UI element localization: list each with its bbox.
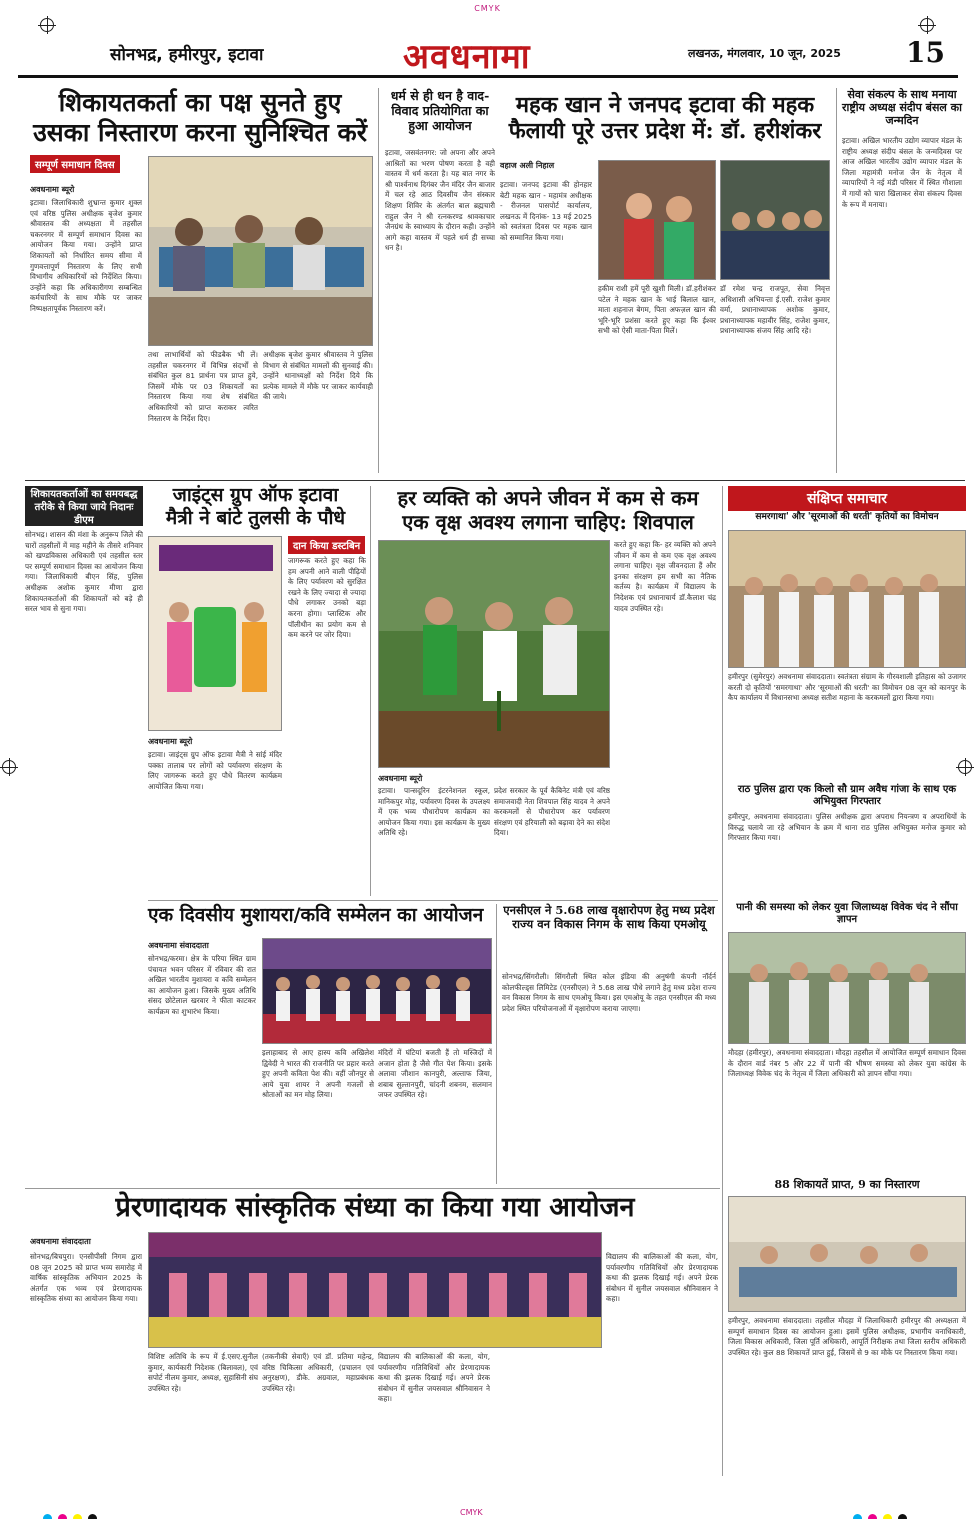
- story3-body: इटावा। जनपद इटावा की होनहार बेटी महक खान - महामंत्र अधीक्षक - रीजनल पासपोर्ट कार्यालय, लखनऊ में दिनांक- 13 मई 2025 को स्वतंत्रता दिवस पर महक खान को सम्मानित किया गया।: [500, 180, 592, 242]
- column-rule: [496, 904, 497, 1184]
- story7-headline: हर व्यक्ति को अपने जीवन में कम से कम एक वृक्ष अवश्य लगाना चाहिए: शिवपाल: [397, 486, 699, 534]
- story10-headline: प्रेरणादायक सांस्कृतिक संध्या का किया गया आयोजन: [115, 1192, 635, 1223]
- story1-byline: अवधनामा ब्यूरो: [30, 185, 75, 194]
- story1-body-col3: अधीक्षक बृजेश कुमार श्रीवास्तव ने पुलिस विभाग से संबंधित मामलों की सुनवाई की। उन्होंने थानाध्यक्षों को निर्देश दिये कि प्रत्येक मामले में मौके पर जाकर कार्यवाही की जाये।: [263, 350, 373, 402]
- story10-body-col2: विशिष्ट अतिथि के रूप में ई.एसए.सुनील कुमार, कार्यकारी निदेशक (बिलावल), एवं सपोर्ट नीलम कुमार, अध्यक्ष, सुहासिनी संघ उपस्थित रहे।: [148, 1352, 258, 1393]
- brief-header: संक्षिप्त समाचार: [728, 486, 966, 511]
- story9-body: सोनभद्र/सिंगरौली। सिंगरौली स्थित कोल इंडिया की अनुषंगी कंपनी नॉर्दर्न कोलफील्ड्स लिमिटेड (एनसीएल) ने 5.68 लाख पौधे लगाने हेतु मध्य प्रदेश राज्य वन विकास निगम के साथ एमओयू किया। इस एमओयू के तहत एनसीएल की मध्य प्रदेश स्थित परियोजनाओं में वृक्षारोपण कराया जाएगा।: [502, 972, 716, 1013]
- story10-body: सोनभद्र/बिचपुरा। एनसीपीसी निगम द्वारा 08 जून 2025 को प्राप्त भव्य समारोह में वार्षिक सांस्कृतिक अभियान 2025 के अंतर्गत एक भव्य एवं प्रेरणादायक सांस्कृतिक संध्या का आयोजन किया गया।: [30, 1252, 142, 1304]
- brief-photo-1: [728, 530, 966, 668]
- story10-byline: अवधनामा संवाददाता: [30, 1237, 91, 1246]
- newspaper-logo: अवधनामा: [403, 37, 531, 77]
- story6-headline: जाइंट्स ग्रुप ऑफ इटावा मैत्री ने बांटे तुलसी के पौधे: [165, 484, 346, 529]
- brief-photo-3: [728, 1196, 966, 1312]
- masthead: [18, 32, 958, 78]
- story8-byline: अवधनामा संवाददाता: [148, 941, 209, 950]
- story4-headline: सेवा संकल्प के साथ मनाया राष्ट्रीय अध्यक्ष संदीप बंसल का जन्मदिन: [842, 88, 962, 128]
- story6-byline: अवधनामा ब्यूरो: [148, 737, 193, 746]
- story7-photo: [378, 540, 610, 768]
- story5-headline: शिकायतकर्ताओं का समयबद्ध तरीके से किया जाये निदानः डीएम: [25, 486, 143, 526]
- story7-body-col3: करते हुए कहा कि- हर व्यक्ति को अपने जीवन में कम से कम एक वृक्ष अवश्य लगाना चाहिए। वृक्ष जीवनदाता हैं और इनका संरक्षण हम सभी का नैतिक कर्तव्य है। कार्यक्रम में विद्यालय के निदेशक एवं प्रधानाचार्य डॉ.कैलाश चंद्र यादव उपस्थित रहे।: [614, 540, 716, 613]
- story8-body: सोनभद्र/करमा। क्षेत्र के परिया स्थित ग्राम पंचायत भवन परिसर में रविवार की रात अखिल भारतीय मुशायरा व कवि सम्मेलन का आयोजन हुआ। जिसके मुख्य अतिथि संसद छोटेलाल खरवार ने फीता काटकर कार्यक्रम का शुभारंभ किया।: [148, 954, 256, 1016]
- story3-photo-2: [720, 160, 830, 280]
- story6-kicker: दान किया डस्टबिन: [288, 536, 365, 554]
- story7-byline: अवधनामा ब्यूरो: [378, 774, 423, 783]
- story8-photo: [262, 938, 492, 1044]
- registration-mark-icon: [2, 760, 16, 774]
- brief-headline-4: 88 शिकायतें प्राप्त, 9 का निस्तारण: [774, 1178, 920, 1191]
- story6-photo: [148, 536, 282, 731]
- story4-body: इटावा। अखिल भारतीय उद्योग व्यापार मंडल के राष्ट्रीय अध्यक्ष संदीप बंसल के जन्मदिवस पर आज अखिल भारतीय उद्योग व्यापार मंडल के जिला महामंत्री मनोज जैन के नेतृत्व में व्यापारियों ने नई मंडी परिसर में स्थित गौशाला में गायों को चारा खिलाकर सेवा संकल्प दिवस के रूप में मनाया।: [842, 136, 962, 209]
- story2-body: इटावा, जसवंतनगर: जो अपना और अपने आश्रितों का भरण पोषण करता है वही वास्तव में धर्म करता है। यह बात नगर के श्री पार्श्वनाथ दिगंबर जैन मंदिर जैन बाजार में चल रहे आठ दिवसीय जैन संस्कार शिक्षण शिविर के अंतर्गत बाल ब्रह्मचारी राहुल जैन ने श्री रत्नकरण्ड श्रावकाचार जैनग्रंथ के स्वाध्याय के दौरान कही। उन्होंने आगे कहा वास्तव में पहले धर्म ही सच्चा धन है।: [385, 148, 495, 253]
- story10-photo: [148, 1232, 602, 1348]
- story3-byline: वहाज अली निहाल: [500, 161, 555, 170]
- story1-body: इटावा। जिलाधिकारी शुभ्रान्त कुमार शुक्ल एवं वरिष्ठ पुलिस अधीक्षक बृजेश कुमार श्रीवास्तव की अध्यक्षता में तहसील चकरनगर में सम्पूर्ण समाधान दिवस का आयोजन किया गया। उन्होंने प्राप्त शिकायतों को निर्धारित समय सीमा में गुणवत्तापूर्ण निस्तारण के लिए सभी विभागीय अधिकारियों को निर्देशित किया। उन्होंने कहा कि अधिकारीगण सम्बन्धित कर्मचारियों के साथ मौके पर जाकर निष्पक्षतापूर्वक निस्तारण करें।: [30, 198, 142, 313]
- section-rule: [148, 900, 718, 901]
- column-rule: [370, 486, 371, 896]
- brief-headline-2: राठ पुलिस द्वारा एक किलो सौ ग्राम अवैध गांजा के साथ एक अभियुक्त गिरफ्तार: [737, 784, 957, 807]
- story7-body: इटावा। पान्सदूरिन इंटरनेशनल स्कूल, मानिकपुर मोड़, पर्यावरण दिवस के उपलक्ष्य में एक भव्य पौधारोपण कार्यक्रम का आयोजन किया गया। इस कार्यक्रम के मुख्य अतिथि रहे।: [378, 786, 490, 838]
- story3-headline: महक खान ने जनपद इटावा की महक फैलायी पूरे उत्तर प्रदेश में: डॉ. हरीशंकर: [508, 92, 822, 145]
- brief-headline-3: पानी की समस्या को लेकर युवा जिलाध्यक्ष विवेक चंद ने सौंपा ज्ञापन: [736, 902, 958, 925]
- brief-body-3: मौदहा (हमीरपुर), अवधनामा संवाददाता। मौदहा तहसील में आयोजित सम्पूर्ण समाधान दिवस के दौरान वार्ड नंबर 5 और 22 में पानी की भीषण समस्या को लेकर युवा कांग्रेस के जिलाध्यक्ष विवेक चंद के नेतृत्व में जिला अधिकारी को ज्ञापन सौंपा गया।: [728, 1048, 966, 1079]
- section-rule: [25, 1188, 720, 1189]
- section-rule: [25, 480, 965, 481]
- story8-body-col2: इलाहाबाद से आए हास्य कवि अखिलेश द्विवेदी ने भारत की राजनीति पर प्रहार करते हुए अपनी कविता पेश की। वहीं जौनपुर से आये युवा शायर ने अपनी गजलों से श्रोताओं का मन मोह लिया।: [262, 1048, 374, 1100]
- story1-body-col2: तथा लाभार्थियों को फीडबैक भी लें। तहसील चकरनगर में विभिन्न संदर्भों से संबंधित कुल 81 प्रार्थना पत्र प्राप्त हुये, जिसमें मौके पर 03 शिकायतों का निस्तारण किया गया शेष संबंधित अधिकारियों को प्राप्त कराकर त्वरित निस्तारण के निर्देश दिए।: [148, 350, 258, 423]
- story10-body-col3: (तकनीकी सेवाएँ) एवं डॉ. प्रतिमा महेन्द्र, वरिष्ठ चिकित्सा अधिकारी, (प्रचालन एवं अनुरक्षण), डीके. अग्रवाल, महाप्रबंधक उपस्थित रहे।: [262, 1352, 374, 1393]
- column-rule: [836, 88, 837, 473]
- story10-body-col5: विद्यालय की बालिकाओं की कला, योग, पर्यावरणीय गतिविधियों और प्रेरणादायक कथा की झलक दिखाई गई। अपने प्रेरक संबोधन में सुनील जयसवाल श्रीनिवासन ने कहा।: [606, 1252, 718, 1304]
- print-color-bar: [0, 1508, 975, 1519]
- story5-body: सोनभद्र। शासन की मंशा के अनुरूप जिले की चारों तहसीलों में माह महीने के तीसरे शनिवार को खण्डविकास अधिकारी एवं तहसील स्तर पर सम्पूर्ण समाधान दिवस का आयोजन किया गया। जिलाधिकारी बीएन सिंह, पुलिस अधीक्षक अशोक कुमार मीणा द्वारा शिकायतकर्ताओं की शिकायतों को बड़े ही सरल भाव से सुना गया।: [25, 530, 143, 614]
- story10-body-col4: विद्यालय की बालिकाओं की कला, योग, पर्यावरणीय गतिविधियों और प्रेरणादायक कथा की झलक दिखाई गई। अपने प्रेरक संबोधन में सुनील जयसवाल श्रीनिवासन ने कहा।: [378, 1352, 490, 1404]
- story3-photo-1: [598, 160, 716, 280]
- issue-date: लखनऊ, मंगलवार, 10 जून, 2025: [688, 47, 841, 60]
- story6-body: जागरूक करते हुए कहा कि हम अपनी आने वाली पीढ़ियों के लिए पर्यावरण को सुरक्षित रखने के लिए ज्यादा से ज्यादा पौधे लगाकर उनको बड़ा करना होगा। प्लास्टिक और पॉलीथीन का प्रयोग कम से कम करने पर जोर दिया।: [288, 556, 366, 640]
- column-rule: [722, 486, 723, 1476]
- edition-label: सोनभद्र, हमीरपुर, इटावा: [110, 45, 264, 65]
- column-rule: [378, 88, 379, 473]
- brief-body-2: हमीरपुर, अवधनामा संवाददाता। पुलिस अधीक्षक द्वारा अपराध नियन्त्रण व अपराधियों के विरुद्ध चलाये जा रहे अभियान के क्रम में थाना राठ पुलिस अभियुक्त मनोज कुमार को गिरफ्तार किया गया।: [728, 812, 966, 843]
- registration-mark-icon: [40, 18, 54, 32]
- brief-photo-2: [728, 932, 966, 1044]
- brief-body-4: हमीरपुर, अवधनामा संवाददाता। तहसील मौदहा में जिलाधिकारी हमीरपुर की अध्यक्षता में सम्पूर्ण समाधान दिवस का आयोजन हुआ। इसमें पुलिस अधीक्षक, प्रभागीय वनाधिकारी, जिला विकास अधिकारी, जिला पूर्ति अधिकारी, आपूर्ति निरीक्षक तथा जिला स्तरीय अधिकारी उपस्थित रहे। कुल 88 शिकायतें प्राप्त हुई, जिसमें से 9 का मौके पर निस्तारण किया गया।: [728, 1316, 966, 1357]
- story2-headline: धर्म से ही धन है वाद-विवाद प्रतियोगिता का हुआ आयोजन: [390, 88, 490, 133]
- story3-body-col2: हकीम राशी हमें पूरी खुशी मिली। डॉ.हरीशंकर पटेल ने महक खान के भाई बिलाल खान, माता शहनाज बेगम, पिता अफज़ल खान की भूरि-भूरि प्रशंसा करते हुए कहा कि ईश्वर सभी को ऐसी माता-पिता मिलें।: [598, 284, 716, 336]
- page-number: 15: [906, 36, 945, 69]
- story7-body-col2: प्रदेश सरकार के पूर्व कैबिनेट मंत्री एवं वरिष्ठ समाजवादी नेता शिवपाल सिंह यादव ने अपने करकमलों से पौधारोपण कर पर्यावरण संरक्षण एवं हरियाली को बढ़ावा देने का संदेश दिया।: [494, 786, 610, 838]
- brief-headline-1: समरगाथा' और 'सूरमाओं की धरती' कृतियों का विमोचन: [755, 512, 939, 522]
- print-mark-bottom: CMYK: [460, 1508, 483, 1517]
- story1-photo: [148, 156, 373, 346]
- story8-headline: एक दिवसीय मुशायरा/कवि सम्मेलन का आयोजन: [148, 904, 484, 926]
- story1-kicker: सम्पूर्ण समाधान दिवस: [30, 155, 120, 173]
- story3-body-col3: डॉ रमेश चन्द्र राजपूत, सेवा निवृत्त अधिशासी अभियन्ता ई.एसी. राजेश कुमार वर्मा, प्रधानाध्यापक अशोक कुमार, प्रधानाध्यापक महावीर सिंह, राजेश कुमार, प्रधानाध्यापक संजय सिंह आदि रहे।: [720, 284, 830, 336]
- story6-body-col2: इटावा। जाइंट्स ग्रुप ऑफ इटावा मैत्री ने सांई मंदिर पक्का तालाब पर लोगों को पर्यावरण संरक्षण के लिए जागरूक करते हुए पौधे वितरण कार्यक्रम आयोजित किया गया।: [148, 750, 282, 791]
- story9-headline: एनसीएल ने 5.68 लाख वृक्षारोपण हेतु मध्य प्रदेश राज्य वन विकास निगम के साथ किया एमओयू: [503, 903, 715, 931]
- registration-mark-icon: [920, 18, 934, 32]
- print-mark: CMYK: [474, 4, 501, 13]
- brief-body-1: हमीरपुर (सुमेरपुर) अवधनामा संवाददाता। स्वतंत्रता संग्राम के गौरवशाली इतिहास को उजागर करती दो कृतियों 'समरगाथा' और 'सूरमाओं की धरती' का विमोचन 08 जून को कानपुर के कैप कार्यालय में विधानसभा अध्यक्ष सतीश महाना के करकमलों द्वारा किया गया।: [728, 672, 966, 703]
- story8-body-col3: मंदिरों में घंटियां बजती हैं तो मस्जिदों में अजान होता है जैसे गीत पेश किया। इसके अलावा जीशान कानपुरी, अल्ताफ जिया, शबाब सुल्तानपुरी, चांदनी शबनम, सलमान जफर उपस्थित रहे।: [378, 1048, 492, 1100]
- story1-headline: शिकायतकर्ता का पक्ष सुनते हुए उसका निस्तारण करना सुनिश्चित करें: [33, 88, 367, 147]
